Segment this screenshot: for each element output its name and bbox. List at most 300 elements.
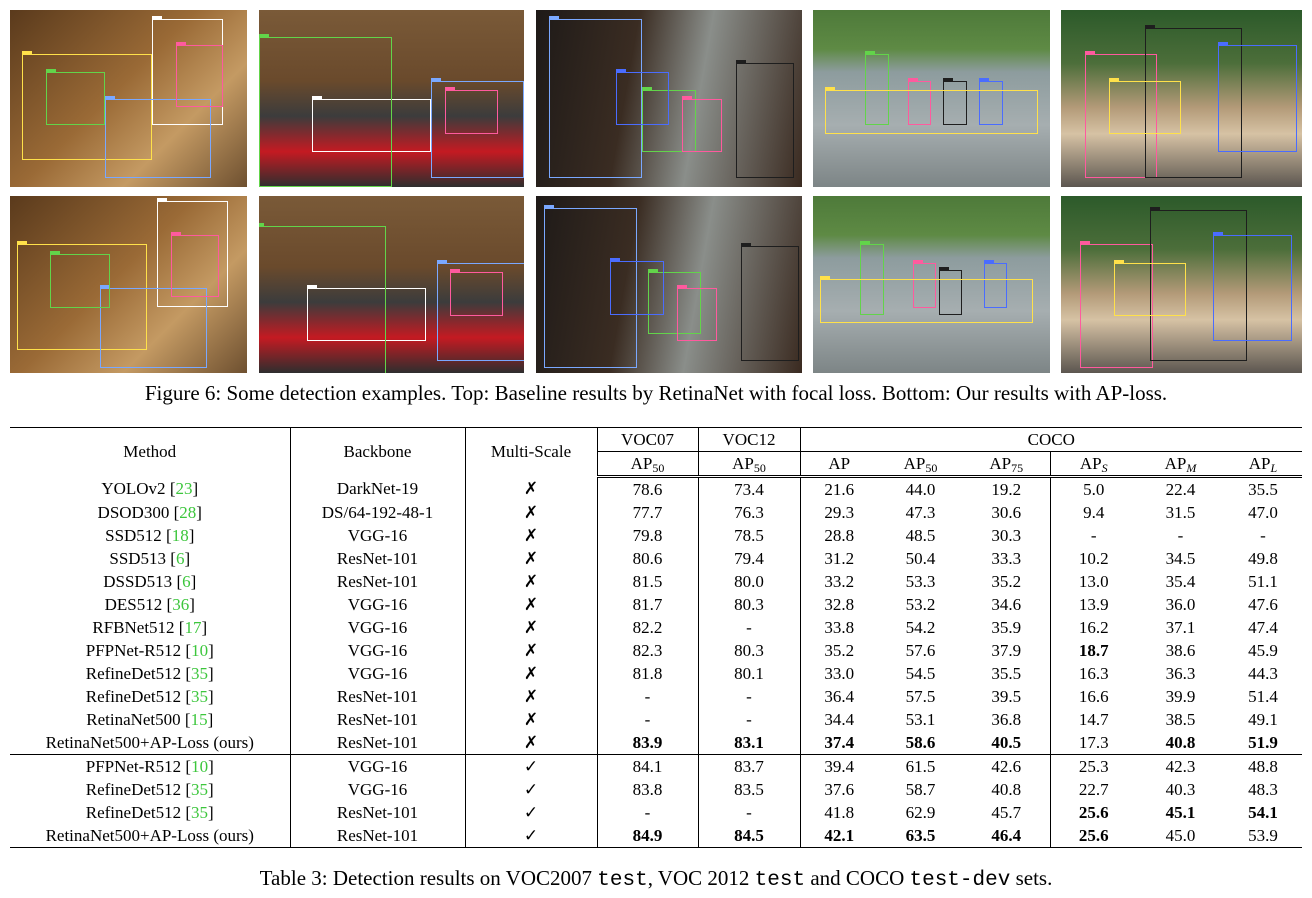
bounding-box bbox=[820, 279, 1033, 323]
bounding-box bbox=[46, 72, 105, 125]
value-cell: 42.6 bbox=[963, 755, 1050, 779]
backbone-cell: VGG-16 bbox=[290, 524, 465, 547]
detection-image-people-table-baseline bbox=[536, 10, 802, 187]
box-label-tag bbox=[17, 241, 27, 244]
value-cell: 51.1 bbox=[1248, 571, 1278, 591]
value-cell: 53.3 bbox=[905, 571, 936, 591]
subheader-3: $AP_{50}$ bbox=[878, 452, 963, 477]
value-cell: 57.6 bbox=[905, 640, 936, 660]
bounding-box bbox=[610, 261, 663, 314]
value-cell: 10.2 bbox=[1050, 547, 1137, 570]
value-cell: 45.7 bbox=[991, 802, 1022, 822]
value-cell: 80.3 bbox=[698, 593, 800, 616]
method-cell: YOLOv2 [23] bbox=[101, 478, 199, 498]
cross-mark-icon: ✗ bbox=[465, 477, 597, 502]
value-cell: 79.8 bbox=[597, 524, 698, 547]
citation-link[interactable]: 23 bbox=[175, 478, 193, 498]
value-cell: 36.0 bbox=[1165, 594, 1196, 614]
citation-link[interactable]: 6 bbox=[175, 548, 185, 568]
value-cell: 81.5 bbox=[597, 570, 698, 593]
method-cell: RefineDet512 [35] bbox=[85, 686, 214, 706]
box-label-tag bbox=[549, 16, 559, 19]
value-cell: 80.6 bbox=[597, 547, 698, 570]
citation-link[interactable]: 28 bbox=[179, 502, 197, 522]
value-cell: 54.5 bbox=[905, 663, 936, 683]
box-label-tag bbox=[431, 78, 441, 81]
value-cell: 48.3 bbox=[1248, 779, 1278, 799]
box-label-tag bbox=[1218, 42, 1228, 45]
method-cell: SSD512 [18] bbox=[105, 525, 195, 545]
bounding-box bbox=[171, 235, 218, 297]
value-cell: 16.6 bbox=[1050, 685, 1137, 708]
value-cell: 25.6 bbox=[1050, 801, 1137, 824]
table-row bbox=[10, 801, 1302, 824]
box-label-tag bbox=[908, 78, 918, 81]
table-row bbox=[10, 570, 1302, 593]
detection-image-dining-table-ours bbox=[10, 196, 247, 373]
value-cell: 38.6 bbox=[1165, 640, 1196, 660]
value-cell: 48.5 bbox=[905, 525, 936, 545]
value-cell: 33.0 bbox=[800, 662, 878, 685]
table-caption bbox=[0, 866, 1312, 892]
method-cell: RFBNet512 [17] bbox=[92, 617, 208, 637]
box-label-tag bbox=[860, 241, 870, 244]
backbone-cell: ResNet-101 bbox=[290, 570, 465, 593]
value-cell: 45.1 bbox=[1165, 802, 1196, 822]
value-cell: - bbox=[698, 801, 800, 824]
value-cell: 39.4 bbox=[800, 755, 878, 779]
box-label-tag bbox=[1145, 25, 1155, 28]
cross-mark-icon: ✗ bbox=[465, 547, 597, 570]
citation-link[interactable]: 18 bbox=[171, 525, 189, 545]
box-label-tag bbox=[682, 96, 692, 99]
check-mark-icon: ✓ bbox=[465, 801, 597, 824]
method-cell: SSD513 [6] bbox=[109, 548, 191, 568]
value-cell: 51.9 bbox=[1248, 732, 1278, 752]
box-label-tag bbox=[259, 34, 269, 37]
cross-mark-icon: ✗ bbox=[465, 685, 597, 708]
detection-image-rowing-boat-ours bbox=[813, 196, 1050, 373]
cross-mark-icon: ✗ bbox=[465, 708, 597, 731]
method-cell: DSOD300 [28] bbox=[97, 502, 202, 522]
citation-link[interactable]: 10 bbox=[191, 756, 209, 776]
method-cell: DSSD513 [6] bbox=[103, 571, 197, 591]
method-cell: RefineDet512 [35] bbox=[85, 779, 214, 799]
citation-link[interactable]: 35 bbox=[191, 779, 209, 799]
value-cell: 39.9 bbox=[1165, 686, 1196, 706]
value-cell: 62.9 bbox=[905, 802, 936, 822]
table-row bbox=[10, 824, 1302, 848]
citation-link[interactable]: 35 bbox=[191, 686, 209, 706]
cross-mark-icon: ✗ bbox=[465, 662, 597, 685]
header-backbone: Backbone bbox=[290, 428, 465, 477]
value-cell: 9.4 bbox=[1050, 501, 1137, 524]
backbone-cell: ResNet-101 bbox=[290, 824, 465, 848]
value-cell: 47.0 bbox=[1248, 502, 1278, 522]
subheader-6: $AP_M$ bbox=[1137, 452, 1224, 477]
cross-mark-icon: ✗ bbox=[465, 501, 597, 524]
value-cell: 33.3 bbox=[991, 548, 1022, 568]
value-cell: 58.6 bbox=[905, 732, 936, 752]
value-cell: 35.5 bbox=[991, 663, 1022, 683]
value-cell: 5.0 bbox=[1050, 477, 1137, 502]
value-cell: 63.5 bbox=[878, 824, 963, 848]
value-cell: 31.5 bbox=[1165, 502, 1196, 522]
caption-text: , VOC 2012 bbox=[647, 866, 755, 890]
value-cell: 37.1 bbox=[1165, 617, 1196, 637]
detection-image-dining-table-baseline bbox=[10, 10, 247, 187]
value-cell: 46.4 bbox=[963, 824, 1050, 848]
value-cell: 83.9 bbox=[597, 731, 698, 755]
bounding-box bbox=[677, 288, 717, 341]
value-cell: 21.6 bbox=[800, 477, 878, 502]
value-cell: 38.5 bbox=[1165, 709, 1196, 729]
value-cell: 44.3 bbox=[1248, 663, 1278, 683]
value-cell: 49.8 bbox=[1248, 548, 1278, 568]
value-cell: 35.2 bbox=[991, 571, 1022, 591]
value-cell: 42.3 bbox=[1137, 755, 1224, 779]
check-mark-icon: ✓ bbox=[465, 755, 597, 779]
value-cell: 47.3 bbox=[905, 502, 936, 522]
value-cell: 14.7 bbox=[1050, 708, 1137, 731]
method-cell: PFPNet-R512 [10] bbox=[85, 640, 214, 660]
method-cell: RetinaNet500 [15] bbox=[86, 709, 214, 729]
subheader-4: $AP_{75}$ bbox=[963, 452, 1050, 477]
value-cell: - bbox=[1260, 525, 1266, 545]
backbone-cell: VGG-16 bbox=[290, 616, 465, 639]
bounding-box bbox=[259, 226, 386, 373]
value-cell: 22.7 bbox=[1050, 778, 1137, 801]
citation-link[interactable]: 35 bbox=[191, 663, 209, 683]
check-mark-icon: ✓ bbox=[465, 824, 597, 848]
value-cell: 80.3 bbox=[698, 639, 800, 662]
value-cell: 49.1 bbox=[1248, 709, 1278, 729]
box-label-tag bbox=[1114, 260, 1124, 263]
value-cell: 81.7 bbox=[597, 593, 698, 616]
value-cell: 29.3 bbox=[800, 501, 878, 524]
backbone-cell: DarkNet-19 bbox=[290, 477, 465, 502]
method-cell: RetinaNet500+AP-Loss (ours) bbox=[10, 824, 290, 848]
box-label-tag bbox=[152, 16, 162, 19]
cross-mark-icon: ✗ bbox=[465, 731, 597, 755]
backbone-cell: ResNet-101 bbox=[290, 547, 465, 570]
value-cell: 83.7 bbox=[698, 755, 800, 779]
bounding-box bbox=[259, 37, 392, 187]
value-cell: 22.4 bbox=[1165, 479, 1196, 499]
detection-image-teddy-bears-baseline bbox=[1061, 10, 1302, 187]
value-cell: 40.8 bbox=[1165, 732, 1196, 752]
citation-link[interactable]: 36 bbox=[172, 594, 190, 614]
box-label-tag bbox=[46, 69, 56, 72]
bounding-box bbox=[825, 90, 1038, 134]
cross-mark-icon: ✗ bbox=[465, 524, 597, 547]
backbone-cell: VGG-16 bbox=[290, 662, 465, 685]
method-cell: RefineDet512 [35] bbox=[85, 663, 214, 683]
box-label-tag bbox=[616, 69, 626, 72]
header-multiscale: Multi-Scale bbox=[465, 428, 597, 477]
value-cell: 45.9 bbox=[1248, 640, 1278, 660]
value-cell: 40.5 bbox=[991, 732, 1022, 752]
value-cell: - bbox=[1177, 525, 1184, 545]
value-cell: 34.5 bbox=[1165, 548, 1196, 568]
value-cell: 37.4 bbox=[800, 731, 878, 755]
value-cell: - bbox=[1050, 524, 1137, 547]
value-cell: - bbox=[597, 708, 698, 731]
value-cell: - bbox=[698, 616, 800, 639]
value-cell: 58.7 bbox=[905, 779, 936, 799]
backbone-cell: VGG-16 bbox=[290, 593, 465, 616]
value-cell: 73.4 bbox=[698, 477, 800, 502]
box-label-tag bbox=[913, 260, 923, 263]
value-cell: 50.4 bbox=[905, 548, 936, 568]
table-row bbox=[10, 708, 1302, 731]
value-cell: 82.3 bbox=[597, 639, 698, 662]
value-cell: 19.2 bbox=[991, 479, 1022, 499]
box-label-tag bbox=[544, 205, 554, 208]
box-label-tag bbox=[259, 223, 264, 226]
detection-image-rowing-boat-baseline bbox=[813, 10, 1050, 187]
backbone-cell: VGG-16 bbox=[290, 755, 465, 779]
table-row bbox=[10, 755, 1302, 779]
bounding-box bbox=[741, 246, 800, 361]
value-cell: - bbox=[698, 708, 800, 731]
box-label-tag bbox=[105, 96, 115, 99]
table-row bbox=[10, 778, 1302, 801]
table-row bbox=[10, 639, 1302, 662]
box-label-tag bbox=[1085, 51, 1095, 54]
value-cell: 61.5 bbox=[878, 755, 963, 779]
value-cell: 37.9 bbox=[991, 640, 1022, 660]
value-cell: 54.2 bbox=[905, 617, 936, 637]
value-cell: 30.3 bbox=[991, 525, 1022, 545]
subheader-7: $AP_L$ bbox=[1224, 452, 1302, 477]
citation-link[interactable]: 10 bbox=[191, 640, 209, 660]
value-cell: - bbox=[698, 685, 800, 708]
results-table bbox=[10, 427, 1302, 848]
cross-mark-icon: ✗ bbox=[465, 570, 597, 593]
value-cell: 17.3 bbox=[1050, 731, 1137, 755]
value-cell: 36.4 bbox=[800, 685, 878, 708]
table-row bbox=[10, 477, 1302, 502]
backbone-cell: VGG-16 bbox=[290, 639, 465, 662]
value-cell: 34.6 bbox=[991, 594, 1022, 614]
box-label-tag bbox=[1109, 78, 1119, 81]
value-cell: 36.3 bbox=[1165, 663, 1196, 683]
box-label-tag bbox=[1150, 207, 1160, 210]
method-cell: RefineDet512 [35] bbox=[85, 802, 214, 822]
box-label-tag bbox=[979, 78, 989, 81]
bounding-box bbox=[445, 90, 498, 134]
detection-image-living-room-cat-ours bbox=[259, 196, 524, 373]
box-label-tag bbox=[1213, 232, 1223, 235]
citation-link[interactable]: 15 bbox=[190, 709, 208, 729]
subheader-1: $AP_{50}$ bbox=[698, 452, 800, 477]
value-cell: 35.2 bbox=[800, 639, 878, 662]
value-cell: 42.1 bbox=[800, 824, 878, 848]
value-cell: 53.9 bbox=[1224, 824, 1302, 848]
cross-mark-icon: ✗ bbox=[465, 593, 597, 616]
value-cell: 47.6 bbox=[1248, 594, 1278, 614]
box-label-tag bbox=[437, 260, 447, 263]
value-cell: 13.9 bbox=[1050, 593, 1137, 616]
bounding-box bbox=[176, 45, 223, 107]
box-label-tag bbox=[736, 60, 746, 63]
value-cell: 54.1 bbox=[1248, 802, 1278, 822]
value-cell: 35.5 bbox=[1248, 479, 1278, 499]
header-method: Method bbox=[10, 428, 290, 477]
value-cell: 48.8 bbox=[1224, 755, 1302, 779]
value-cell: 78.5 bbox=[698, 524, 800, 547]
box-label-tag bbox=[171, 232, 181, 235]
detection-image-people-table-ours bbox=[536, 196, 802, 373]
bounding-box bbox=[105, 99, 212, 179]
value-cell: 83.5 bbox=[698, 778, 800, 801]
header-coco: COCO bbox=[800, 428, 1302, 452]
value-cell: 31.2 bbox=[800, 547, 878, 570]
value-cell: - bbox=[597, 685, 698, 708]
citation-link[interactable]: 6 bbox=[182, 571, 191, 591]
value-cell: 84.5 bbox=[698, 824, 800, 848]
subheader-5: $AP_S$ bbox=[1050, 452, 1137, 477]
box-label-tag bbox=[50, 251, 60, 254]
backbone-cell: ResNet-101 bbox=[290, 685, 465, 708]
box-label-tag bbox=[176, 42, 186, 45]
box-label-tag bbox=[610, 258, 620, 261]
check-mark-icon: ✓ bbox=[465, 778, 597, 801]
box-label-tag bbox=[157, 198, 167, 201]
box-label-tag bbox=[820, 276, 830, 279]
value-cell: 13.0 bbox=[1050, 570, 1137, 593]
table-row bbox=[10, 547, 1302, 570]
value-cell: 57.5 bbox=[905, 686, 936, 706]
value-cell: 45.0 bbox=[1137, 824, 1224, 848]
method-cell: DES512 [36] bbox=[104, 594, 195, 614]
bounding-box bbox=[1213, 235, 1293, 341]
caption-text: sets. bbox=[1010, 866, 1053, 890]
bounding-box bbox=[1114, 263, 1186, 316]
header-voc07: VOC07 bbox=[597, 428, 698, 452]
bounding-box bbox=[50, 254, 109, 307]
box-label-tag bbox=[741, 243, 751, 246]
value-cell: 35.4 bbox=[1165, 571, 1196, 591]
value-cell: 34.4 bbox=[800, 708, 878, 731]
value-cell: 83.8 bbox=[597, 778, 698, 801]
figure-caption: Figure 6: Some detection examples. Top: Baseline results by RetinaNet with focal loss. Bottom: Our results with AP-loss. bbox=[144, 381, 1168, 405]
box-label-tag bbox=[825, 87, 835, 90]
value-cell: 79.4 bbox=[698, 547, 800, 570]
value-cell: 25.3 bbox=[1050, 755, 1137, 779]
value-cell: 53.1 bbox=[905, 709, 936, 729]
value-cell: 28.8 bbox=[800, 524, 878, 547]
subheader-2: AP bbox=[800, 452, 878, 477]
bounding-box bbox=[1218, 45, 1298, 151]
caption-text: and COCO bbox=[805, 866, 910, 890]
bounding-box bbox=[616, 72, 669, 125]
value-cell: 25.6 bbox=[1050, 824, 1137, 848]
value-cell: 32.8 bbox=[800, 593, 878, 616]
backbone-cell: ResNet-101 bbox=[290, 731, 465, 755]
method-cell: RetinaNet500+AP-Loss (ours) bbox=[45, 732, 254, 752]
caption-text: Table 3: Detection results on VOC2007 bbox=[259, 866, 598, 890]
backbone-cell: ResNet-101 bbox=[290, 708, 465, 731]
value-cell: 80.1 bbox=[698, 662, 800, 685]
single-scale-group bbox=[10, 477, 1302, 755]
value-cell: 83.1 bbox=[698, 731, 800, 755]
table-row bbox=[10, 731, 1302, 755]
caption-code: test bbox=[754, 869, 806, 892]
value-cell: 36.8 bbox=[991, 709, 1022, 729]
value-cell: 39.5 bbox=[991, 686, 1022, 706]
value-cell: 84.9 bbox=[597, 824, 698, 848]
box-label-tag bbox=[939, 267, 949, 270]
detection-examples-grid bbox=[10, 10, 1302, 364]
value-cell: 77.7 bbox=[597, 501, 698, 524]
detection-image-teddy-bears-ours bbox=[1061, 196, 1302, 373]
box-label-tag bbox=[943, 78, 953, 81]
value-cell: 47.4 bbox=[1248, 617, 1278, 637]
box-label-tag bbox=[984, 260, 994, 263]
citation-link[interactable]: 17 bbox=[184, 617, 202, 637]
box-label-tag bbox=[22, 51, 32, 54]
value-cell: 41.8 bbox=[800, 801, 878, 824]
value-cell: 76.3 bbox=[698, 501, 800, 524]
value-cell: 37.6 bbox=[800, 778, 878, 801]
value-cell: 18.7 bbox=[1050, 639, 1137, 662]
value-cell: 78.6 bbox=[597, 477, 698, 502]
value-cell: 33.2 bbox=[800, 570, 878, 593]
detection-image-living-room-cat-baseline bbox=[259, 10, 524, 187]
table-header bbox=[10, 428, 1302, 477]
value-cell: 51.4 bbox=[1248, 686, 1278, 706]
backbone-cell: DS/64-192-48-1 bbox=[290, 501, 465, 524]
value-cell: 33.8 bbox=[800, 616, 878, 639]
bounding-box bbox=[1109, 81, 1181, 134]
value-cell: 53.2 bbox=[905, 594, 936, 614]
value-cell: 81.8 bbox=[597, 662, 698, 685]
table-row bbox=[10, 501, 1302, 524]
caption-code: test bbox=[597, 869, 648, 892]
value-cell: 30.6 bbox=[991, 502, 1022, 522]
value-cell: - bbox=[597, 801, 698, 824]
value-cell: 40.3 bbox=[1165, 779, 1196, 799]
bounding-box bbox=[682, 99, 722, 152]
multi-scale-group bbox=[10, 755, 1302, 848]
bounding-box bbox=[450, 272, 503, 316]
value-cell: 16.3 bbox=[1050, 662, 1137, 685]
table-row bbox=[10, 662, 1302, 685]
citation-link[interactable]: 35 bbox=[191, 802, 209, 822]
value-cell: 80.0 bbox=[698, 570, 800, 593]
backbone-cell: VGG-16 bbox=[290, 778, 465, 801]
cross-mark-icon: ✗ bbox=[465, 616, 597, 639]
box-label-tag bbox=[1080, 241, 1090, 244]
value-cell: 84.1 bbox=[597, 755, 698, 779]
backbone-cell: ResNet-101 bbox=[290, 801, 465, 824]
table-row bbox=[10, 593, 1302, 616]
value-cell: 44.0 bbox=[905, 479, 936, 499]
header-voc12: VOC12 bbox=[698, 428, 800, 452]
subheader-0: $AP_{50}$ bbox=[597, 452, 698, 477]
box-label-tag bbox=[865, 51, 875, 54]
box-label-tag bbox=[450, 269, 460, 272]
cross-mark-icon: ✗ bbox=[465, 639, 597, 662]
caption-code: test-dev bbox=[909, 869, 1011, 892]
bounding-box bbox=[100, 288, 207, 368]
box-label-tag bbox=[445, 87, 455, 90]
method-cell: PFPNet-R512 [10] bbox=[10, 755, 290, 779]
value-cell: 40.8 bbox=[991, 779, 1022, 799]
box-label-tag bbox=[677, 285, 687, 288]
